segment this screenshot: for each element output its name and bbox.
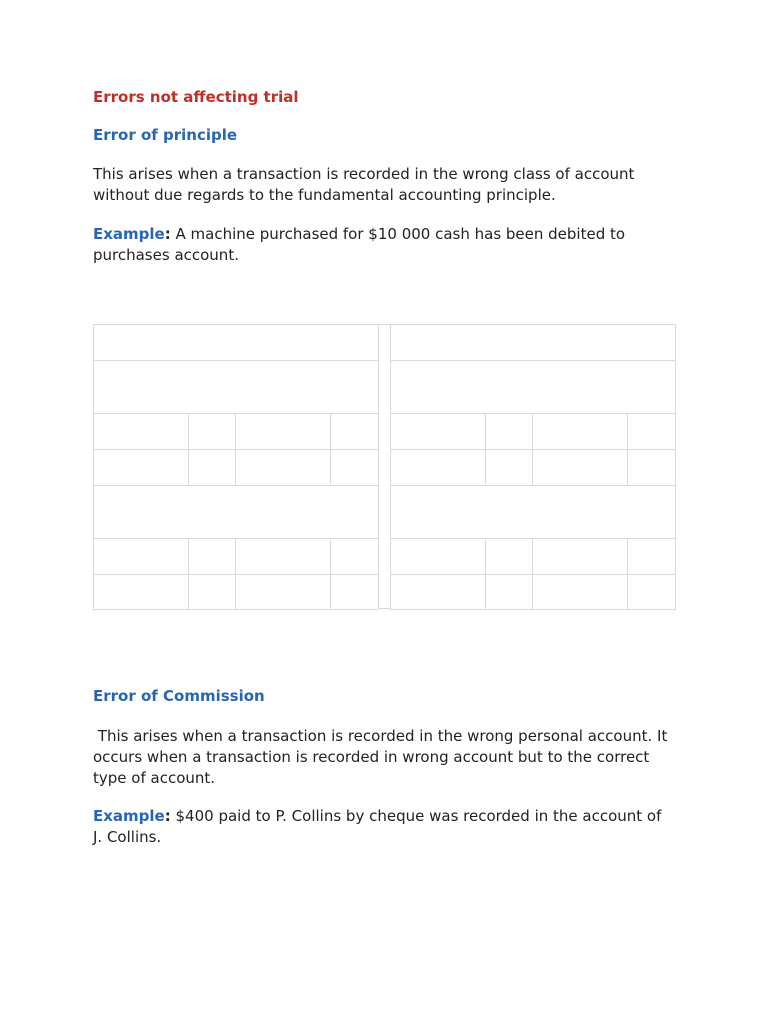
ledger-gutter xyxy=(378,324,390,609)
ledger-left-entry-row xyxy=(94,575,379,610)
ledger-cell xyxy=(94,450,189,486)
ledger-cell xyxy=(189,539,236,575)
ledger-right-account-title-row xyxy=(391,325,676,361)
principle-example xyxy=(93,224,675,266)
commission-example-text: $400 paid to P. Collins by cheque was recorded in the account of J. Collins. xyxy=(93,807,662,846)
ledger-cell xyxy=(391,414,486,450)
ledger-cell xyxy=(94,539,189,575)
ledger-cell xyxy=(236,450,331,486)
ledger-cell xyxy=(189,450,236,486)
ledger-right-entry-row xyxy=(391,414,676,450)
ledger-left-account-title-row xyxy=(94,325,379,361)
ledger-right-header-row xyxy=(391,361,676,414)
principle-description: This arises when a transaction is recorded in the wrong class of account without due regards to the fundamental accounting principle. xyxy=(93,165,635,204)
principle-heading: Error of principle xyxy=(93,126,238,144)
ledger-left-second-header-row xyxy=(94,486,379,539)
ledger-cell xyxy=(331,450,379,486)
ledger-cell xyxy=(391,539,486,575)
commission-example-label: Example xyxy=(93,807,165,825)
commission-example xyxy=(93,806,675,848)
ledger-cell xyxy=(189,414,236,450)
ledger-right-entry-row xyxy=(391,450,676,486)
principle-example-label: Example xyxy=(93,225,165,243)
ledger-cell xyxy=(331,575,379,610)
section-title: Errors not affecting trial xyxy=(93,88,299,106)
commission-example-colon: : xyxy=(164,807,171,825)
ledger-cell xyxy=(628,575,676,610)
ledger-left-entry-row xyxy=(94,539,379,575)
ledger-cell xyxy=(391,486,676,539)
ledger-cell xyxy=(94,575,189,610)
ledger-cell xyxy=(94,361,379,414)
ledger-left-header-row xyxy=(94,361,379,414)
ledger-accounts xyxy=(93,324,675,609)
principle-example-text: A machine purchased for $10 000 cash has been debited to purchases account. xyxy=(93,225,626,264)
ledger-left-entry-row xyxy=(94,450,379,486)
ledger-cell xyxy=(486,539,533,575)
ledger-cell xyxy=(391,450,486,486)
ledger-cell xyxy=(94,414,189,450)
ledger-cell xyxy=(391,361,676,414)
ledger-cell xyxy=(391,325,676,361)
ledger-cell xyxy=(189,575,236,610)
ledger-cell xyxy=(331,414,379,450)
ledger-left-entry-row xyxy=(94,414,379,450)
ledger-right-second-header-row xyxy=(391,486,676,539)
ledger-cell xyxy=(628,414,676,450)
ledger-cell xyxy=(486,450,533,486)
ledger-cell xyxy=(236,414,331,450)
ledger-cell xyxy=(533,575,628,610)
ledger-cell xyxy=(533,539,628,575)
ledger-cell xyxy=(628,450,676,486)
ledger-cell xyxy=(331,539,379,575)
ledger-right-account xyxy=(390,324,676,610)
ledger-cell xyxy=(486,414,533,450)
ledger-right-entry-row xyxy=(391,575,676,610)
ledger-left-account xyxy=(93,324,379,610)
ledger-cell xyxy=(533,450,628,486)
ledger-right-entry-row xyxy=(391,539,676,575)
ledger-cell xyxy=(628,539,676,575)
ledger-cell xyxy=(391,575,486,610)
principle-example-colon: : xyxy=(164,225,171,243)
ledger-cell xyxy=(236,575,331,610)
ledger-cell xyxy=(236,539,331,575)
ledger-cell xyxy=(533,414,628,450)
ledger-cell xyxy=(94,486,379,539)
ledger-cell xyxy=(94,325,379,361)
commission-heading: Error of Commission xyxy=(93,687,265,705)
commission-description: This arises when a transaction is recorded in the wrong personal account. It occurs when a transaction is recorded in wrong account but to the correct type of account. xyxy=(93,727,673,787)
ledger-cell xyxy=(486,575,533,610)
